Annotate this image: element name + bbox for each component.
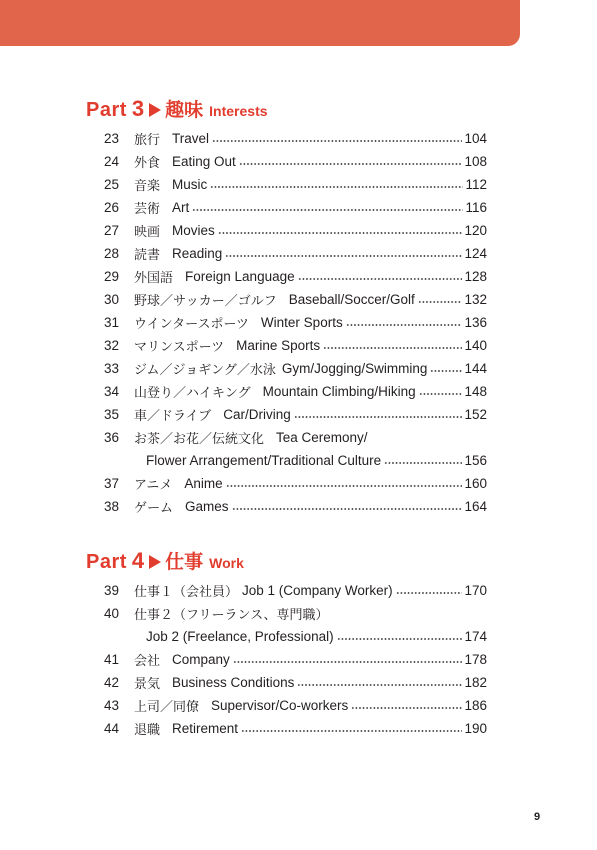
toc-entry[interactable]	[104, 151, 487, 171]
entry-title-en: Business Conditions	[172, 674, 295, 690]
toc-entry[interactable]	[104, 695, 487, 715]
entry-page-number: 174	[464, 628, 487, 644]
toc-entry[interactable]	[104, 473, 487, 493]
toc-entry[interactable]	[104, 381, 487, 401]
entry-number: 25	[104, 176, 120, 192]
entry-page-number: 136	[464, 314, 487, 330]
entry-number: 38	[104, 498, 120, 514]
part-number: 3	[131, 96, 145, 121]
toc-entry[interactable]	[104, 427, 487, 447]
entry-title-en: Gym/Jogging/Swimming	[281, 360, 428, 376]
entry-title-en: Mountain Climbing/Hiking	[262, 383, 416, 399]
entry-number: 29	[104, 268, 120, 284]
entry-title-en: Job 1 (Company Worker)	[242, 582, 393, 598]
dot-leader	[298, 266, 463, 286]
entry-number: 28	[104, 245, 120, 261]
entry-number: 30	[104, 291, 120, 307]
entry-title-en: Games	[185, 498, 229, 514]
part-title-en: Interests	[209, 103, 268, 119]
dot-leader	[218, 220, 463, 240]
play-triangle-icon	[149, 555, 161, 569]
entry-number: 44	[104, 720, 120, 736]
toc-entry[interactable]	[104, 243, 487, 263]
part-title-en: Work	[209, 555, 244, 571]
entry-title-jp: ゲーム	[134, 500, 174, 516]
entry-title-jp: 旅行	[134, 132, 161, 148]
part-4-heading	[86, 547, 244, 571]
entry-page-number: 128	[464, 268, 487, 284]
toc-entry[interactable]	[104, 128, 487, 148]
entry-page-number: 112	[465, 176, 487, 192]
part-title-jp: 趣味	[165, 99, 204, 121]
entry-title-en: Car/Driving	[223, 406, 291, 422]
entry-page-number: 144	[464, 360, 487, 376]
entry-title-jp: 上司／同僚	[134, 699, 200, 715]
entry-title-jp: 外食	[134, 155, 161, 171]
dot-leader	[232, 496, 463, 516]
entry-number: 32	[104, 337, 120, 353]
toc-entry[interactable]	[104, 358, 487, 378]
part-label: Part	[86, 99, 127, 121]
entry-title-jp: 山登り／ハイキング	[134, 385, 251, 401]
entry-title-jp: 仕事２（フリーランス、専門職）	[134, 607, 329, 623]
entry-page-number: 156	[464, 452, 487, 468]
entry-number: 27	[104, 222, 120, 238]
entry-title-en: Retirement	[172, 720, 239, 736]
toc-entry-continuation[interactable]	[146, 450, 487, 470]
entry-title-en: Anime	[184, 475, 223, 491]
dot-leader	[351, 695, 462, 715]
entry-number: 36	[104, 429, 120, 445]
entry-title-jp: ジム／ジョギング／水泳	[134, 362, 276, 378]
entry-page-number: 152	[464, 406, 487, 422]
play-triangle-icon	[149, 103, 161, 117]
entry-title-en: Baseball/Soccer/Golf	[288, 291, 415, 307]
toc-entry-continuation[interactable]	[146, 626, 487, 646]
part-title-jp: 仕事	[165, 551, 204, 573]
dot-leader	[225, 243, 462, 263]
dot-leader	[418, 289, 463, 309]
page-number: 9	[534, 811, 541, 823]
entry-title-en: Travel	[172, 130, 210, 146]
dot-leader	[297, 672, 462, 692]
toc-entry[interactable]	[104, 197, 487, 217]
entry-title-en: Marine Sports	[236, 337, 321, 353]
entry-page-number: 170	[464, 582, 487, 598]
dot-leader	[233, 649, 463, 669]
entry-title-en: Foreign Language	[185, 268, 295, 284]
toc-entry[interactable]	[104, 672, 487, 692]
dot-leader	[384, 450, 462, 470]
toc-entry[interactable]	[104, 496, 487, 516]
entry-title-en: Art	[172, 199, 190, 215]
toc-entry[interactable]	[104, 335, 487, 355]
entry-title-jp: アニメ	[134, 477, 173, 493]
entry-number: 37	[104, 475, 120, 491]
part-label: Part	[86, 551, 127, 573]
entry-number: 39	[104, 582, 120, 598]
entry-title-en: Music	[172, 176, 208, 192]
dot-leader	[239, 151, 463, 171]
entry-page-number: 190	[464, 720, 487, 736]
entry-title-jp: 野球／サッカー／ゴルフ	[134, 293, 277, 309]
entry-title-jp: 音楽	[134, 178, 161, 194]
entry-number: 41	[104, 651, 120, 667]
entry-number: 40	[104, 605, 120, 621]
entry-title-en: Supervisor/Co-workers	[211, 697, 349, 713]
toc-entry[interactable]	[104, 718, 487, 738]
toc-entry[interactable]	[104, 580, 487, 600]
dot-leader	[323, 335, 462, 355]
entry-title-jp: お茶／お花／伝統文化	[134, 431, 265, 447]
dot-leader	[396, 580, 463, 600]
toc-entry[interactable]	[104, 220, 487, 240]
entry-title-jp: 映画	[134, 224, 161, 240]
dot-leader	[346, 312, 463, 332]
entry-page-number: 108	[464, 153, 487, 169]
dot-leader	[419, 381, 463, 401]
entry-title-en: Reading	[172, 245, 223, 261]
entry-page-number: 160	[464, 475, 487, 491]
dot-leader	[212, 128, 462, 148]
dot-leader	[294, 404, 463, 424]
entry-title-jp: 景気	[134, 676, 161, 692]
entry-number: 31	[104, 314, 120, 330]
entry-page-number: 186	[464, 697, 487, 713]
entry-page-number: 124	[464, 245, 487, 261]
entry-page-number: 120	[464, 222, 487, 238]
entry-page-number: 182	[464, 674, 487, 690]
toc-entry[interactable]	[104, 404, 487, 424]
entry-page-number: 178	[464, 651, 487, 667]
entry-page-number: 140	[464, 337, 487, 353]
entry-number: 24	[104, 153, 120, 169]
entry-title-en-continued: Job 2 (Freelance, Professional)	[146, 628, 334, 644]
entry-title-en: Company	[172, 651, 230, 667]
header-color-band	[0, 0, 520, 46]
toc-entry[interactable]	[104, 289, 487, 309]
toc-entry[interactable]	[104, 312, 487, 332]
entry-title-jp: 読書	[134, 247, 161, 263]
dot-leader	[192, 197, 463, 217]
entry-title-en: Winter Sports	[260, 314, 343, 330]
entry-title-jp: 車／ドライブ	[134, 408, 212, 424]
entry-page-number: 116	[465, 199, 487, 215]
entry-title-en: Eating Out	[172, 153, 236, 169]
toc-entry[interactable]	[104, 649, 487, 669]
entry-number: 43	[104, 697, 120, 713]
entry-title-jp: ウインタースポーツ	[134, 316, 249, 332]
dot-leader	[226, 473, 463, 493]
entry-page-number: 148	[464, 383, 487, 399]
dot-leader	[430, 358, 462, 378]
entry-page-number: 132	[464, 291, 487, 307]
entry-title-en: Movies	[172, 222, 215, 238]
entry-title-en: Tea Ceremony/	[276, 429, 368, 445]
dot-leader	[241, 718, 462, 738]
toc-entry[interactable]	[104, 266, 487, 286]
entry-number: 26	[104, 199, 120, 215]
entry-page-number: 104	[464, 130, 487, 146]
entry-title-en-continued: Flower Arrangement/Traditional Culture	[146, 452, 382, 468]
toc-entry[interactable]	[104, 174, 487, 194]
entry-number: 34	[104, 383, 120, 399]
entry-title-jp: 外国語	[134, 270, 174, 286]
entry-title-jp: 仕事１（会社員）	[134, 584, 239, 600]
part-number: 4	[131, 548, 145, 573]
entry-title-jp: 芸術	[134, 201, 161, 217]
toc-entry[interactable]	[104, 603, 487, 623]
entry-number: 42	[104, 674, 120, 690]
entry-number: 35	[104, 406, 120, 422]
entry-title-jp: 会社	[134, 653, 161, 669]
entry-page-number: 164	[464, 498, 487, 514]
entry-number: 23	[104, 130, 120, 146]
entry-number: 33	[104, 360, 120, 376]
entry-title-jp: マリンスポーツ	[134, 339, 225, 355]
dot-leader	[210, 174, 463, 194]
part-3-heading	[86, 95, 268, 119]
dot-leader	[337, 626, 463, 646]
entry-title-jp: 退職	[134, 722, 161, 738]
